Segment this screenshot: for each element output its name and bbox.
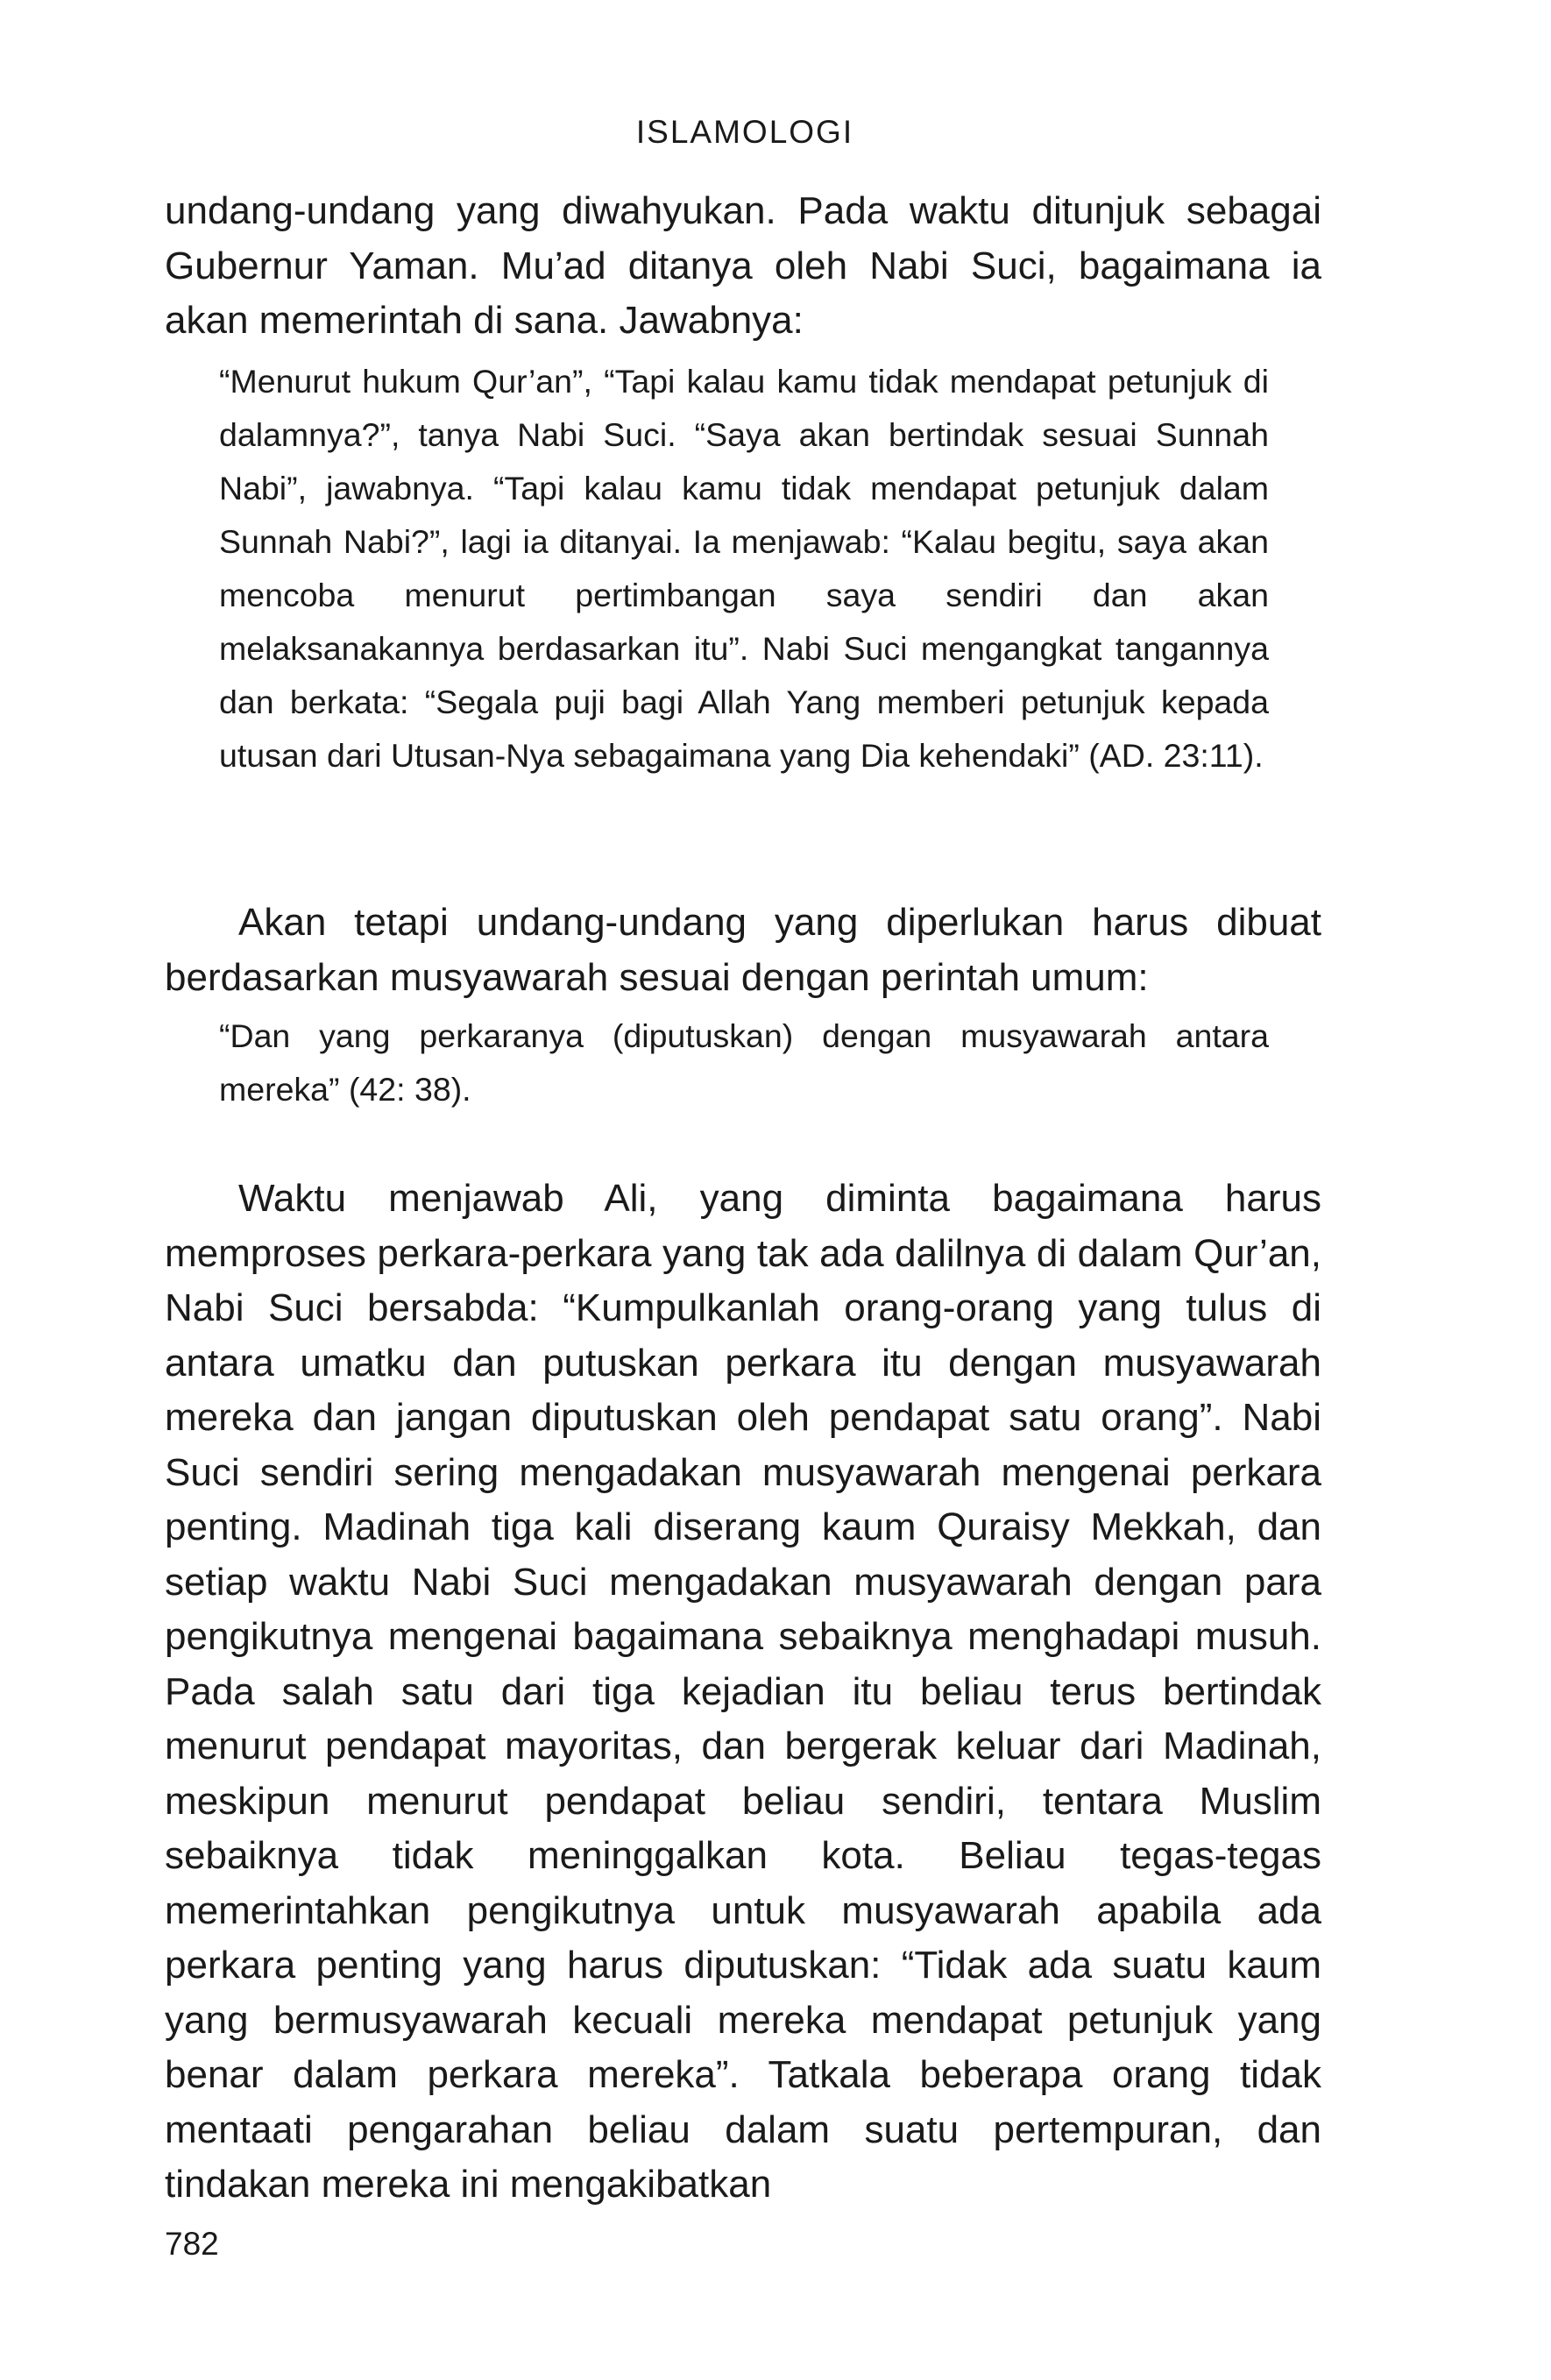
paragraph-1: undang-undang yang diwahyukan. Pada waktu ditunjuk sebagai Gubernur Yaman. Mu’ad ditanya oleh Nabi Suci, bagaimana ia akan memerintah di sana. Jawabnya: (165, 189, 1321, 342)
block-quote-1: “Menurut hukum Qur’an”, “Tapi kalau kamu tidak mendapat petunjuk di dalamnya?”, tanya Nabi Suci. “Saya akan bertindak sesuai Sunnah Nabi”, jawabnya. “Tapi kalau kamu tidak mendapat petunjuk dalam Sunnah Nabi?”, lagi ia ditanyai. Ia menjawab: “Kalau begitu, saya akan mencoba menurut pertimbangan saya sendiri dan akan melaksanakannya berdasarkan itu”. Nabi Suci mengangkat tangannya dan berkata: “Segala puji bagi Allah Yang memberi petunjuk kepada utusan dari Utusan-Nya sebagaimana yang Dia kehendaki” (AD. 23:11). (219, 363, 1269, 774)
paragraph-2: Akan tetapi undang-undang yang diperlukan harus dibuat berdasarkan musyawarah sesuai dengan perintah umum: (165, 901, 1321, 999)
page-number: 782 (165, 2226, 219, 2262)
block-quote-2: “Dan yang perkaranya (diputuskan) dengan musyawarah antara mereka” (42: 38). (219, 1017, 1269, 1108)
running-head: ISLAMOLOGI (635, 114, 854, 150)
paragraph-3: Waktu menjawab Ali, yang diminta bagaimana harus memproses perkara-perkara yang tak ada dalilnya di dalam Qur’an, Nabi Suci bersabda: “Kumpulkanlah orang-orang yang tulus di antara umatku dan putuskan perkara itu dengan musyawarah mereka dan jangan diputuskan oleh pendapat satu orang”. Nabi Suci sendiri sering mengadakan musyawarah mengenai perkara penting. Madinah tiga kali diserang kaum Quraisy Mekkah, dan setiap waktu Nabi Suci mengadakan musyawarah dengan para pengikutnya mengenai bagaimana sebaiknya menghadapi musuh. Pada salah satu dari tiga kejadian itu beliau terus bertindak menurut pendapat mayoritas, dan bergerak keluar dari Madinah, meskipun menurut pendapat beliau sendiri, tentara Muslim sebaiknya tidak meninggalkan kota. Beliau tegas-tegas memerintahkan pengikutnya untuk musyawarah apabila ada perkara penting yang harus diputuskan: “Tidak ada suatu kaum yang bermusyawarah kecuali mereka mendapat petunjuk yang benar dalam perkara mereka”. Tatkala beberapa orang tidak mentaati pengarahan beliau dalam suatu pertempuran, dan tindakan mereka ini mengakibatkan (165, 1177, 1321, 2206)
